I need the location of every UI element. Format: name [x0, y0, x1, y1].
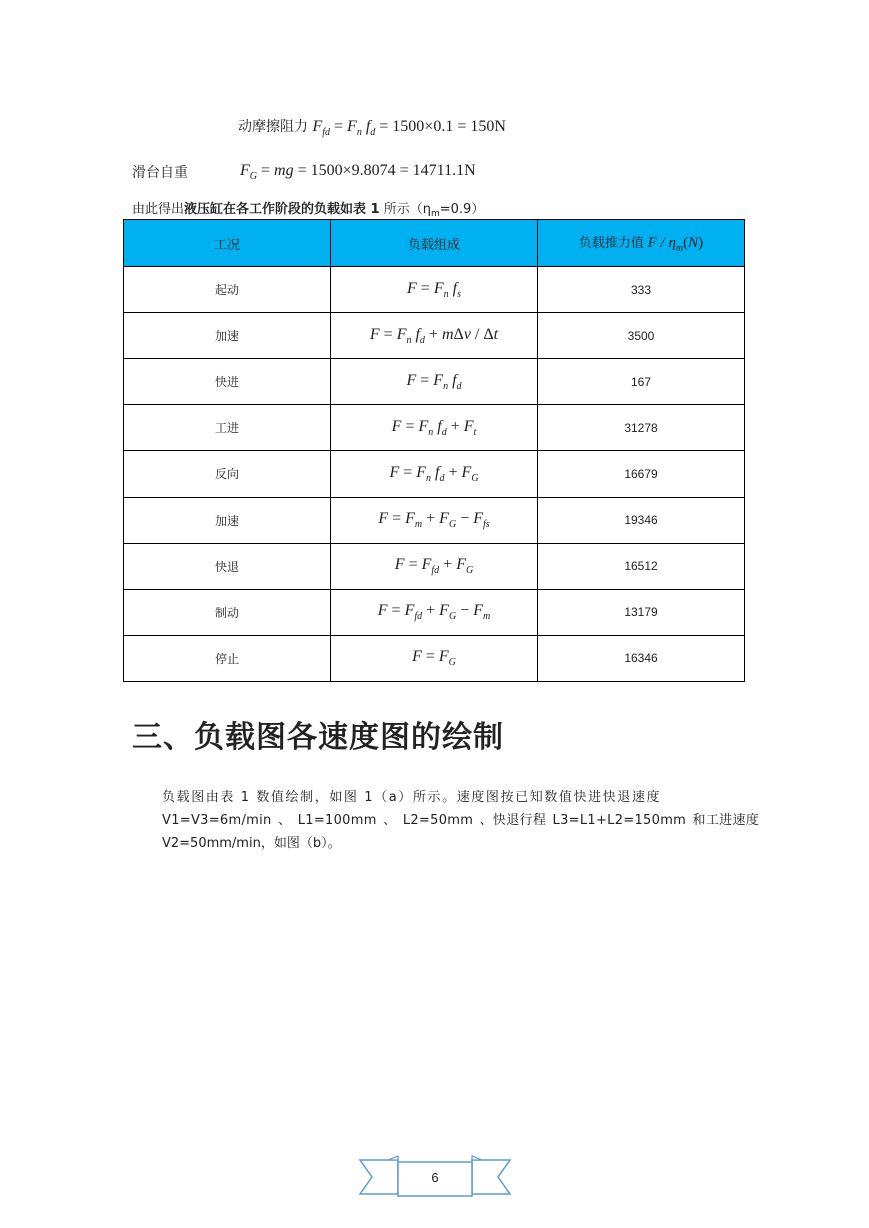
intro-sub: m	[430, 209, 440, 219]
row-value: 16679	[538, 451, 745, 497]
table-row	[124, 359, 745, 405]
intro-bold: 液压缸在各工作阶段的负载如表 1	[184, 202, 380, 217]
paragraph-line-3: V2=50mm/min，如图（b）。	[162, 836, 341, 851]
friction-label: 动摩擦阻力	[238, 119, 308, 135]
row-formula: $F = F_n$ $f_d + F_t$	[331, 405, 538, 451]
row-condition: 停止	[124, 635, 331, 681]
row-condition: 起动	[124, 267, 331, 313]
weight-line	[132, 162, 476, 182]
paragraph-line-2: V1=V3=6m/min 、 L1=100mm 、 L2=50mm 、快退行程 L3=L1+L2=150mm 和工进速度	[162, 813, 760, 828]
body-paragraph	[162, 786, 760, 855]
table-row	[124, 267, 745, 313]
row-condition: 加速	[124, 497, 331, 543]
row-value: 19346	[538, 497, 745, 543]
table-row	[124, 405, 745, 451]
row-value: 13179	[538, 589, 745, 635]
row-formula: $F = F_G$	[331, 635, 538, 681]
section-heading: 三、负载图各速度图的绘制	[132, 720, 504, 755]
intro-prefix: 由此得出	[132, 202, 185, 217]
row-condition: 制动	[124, 589, 331, 635]
table-header-row	[124, 220, 745, 267]
friction-formula: $F_{fd} = F_n$ $f_d = 1500\times 0.1 = 150N$	[312, 118, 506, 138]
intro-end: =0.9）	[439, 202, 485, 217]
friction-line	[238, 116, 506, 138]
row-formula: $F = F_{fd} + F_G - F_m$	[331, 589, 538, 635]
row-condition: 工进	[124, 405, 331, 451]
row-formula: $F = F_m + F_G - F_{fs}$	[331, 497, 538, 543]
row-value: 16346	[538, 635, 745, 681]
table-row	[124, 313, 745, 359]
row-value: 333	[538, 267, 745, 313]
load-table	[123, 219, 745, 682]
row-formula: $F = F_n$ $f_s$	[331, 267, 538, 313]
row-formula: $F = F_n$ $f_d + F_G$	[331, 451, 538, 497]
row-condition: 加速	[124, 313, 331, 359]
row-condition: 快退	[124, 543, 331, 589]
row-value: 31278	[538, 405, 745, 451]
row-condition: 反向	[124, 451, 331, 497]
table-row	[124, 543, 745, 589]
table-row	[124, 635, 745, 681]
row-formula: $F = F_{fd} + F_G$	[331, 543, 538, 589]
weight-label: 滑台自重	[132, 165, 188, 181]
row-value: 16512	[538, 543, 745, 589]
row-formula: $F = F_n$ $f_d + m\Delta v / \Delta t$	[331, 313, 538, 359]
header-thrust: 负载推力值 F / $\eta_m(N)$	[538, 220, 745, 267]
weight-formula: $F_G$ = mg = 1500×9.8074 = 14711.1N	[240, 162, 476, 182]
row-condition: 快进	[124, 359, 331, 405]
page-number: 6	[431, 1169, 439, 1185]
paragraph-line-1: 负载图由表 1 数值绘制，如图 1（a）所示。速度图按已知数值快进快退速度	[162, 790, 662, 805]
intro-suffix: 所示（η	[379, 202, 431, 217]
table-row	[124, 589, 745, 635]
header-condition: 工况	[124, 220, 331, 267]
page-footer	[358, 1154, 512, 1200]
row-formula: $F = F_n$ $f_d$	[331, 359, 538, 405]
table-intro	[132, 198, 484, 219]
table-row	[124, 497, 745, 543]
row-value: 167	[538, 359, 745, 405]
header-composition: 负载组成	[331, 220, 538, 267]
table-row	[124, 451, 745, 497]
row-value: 3500	[538, 313, 745, 359]
